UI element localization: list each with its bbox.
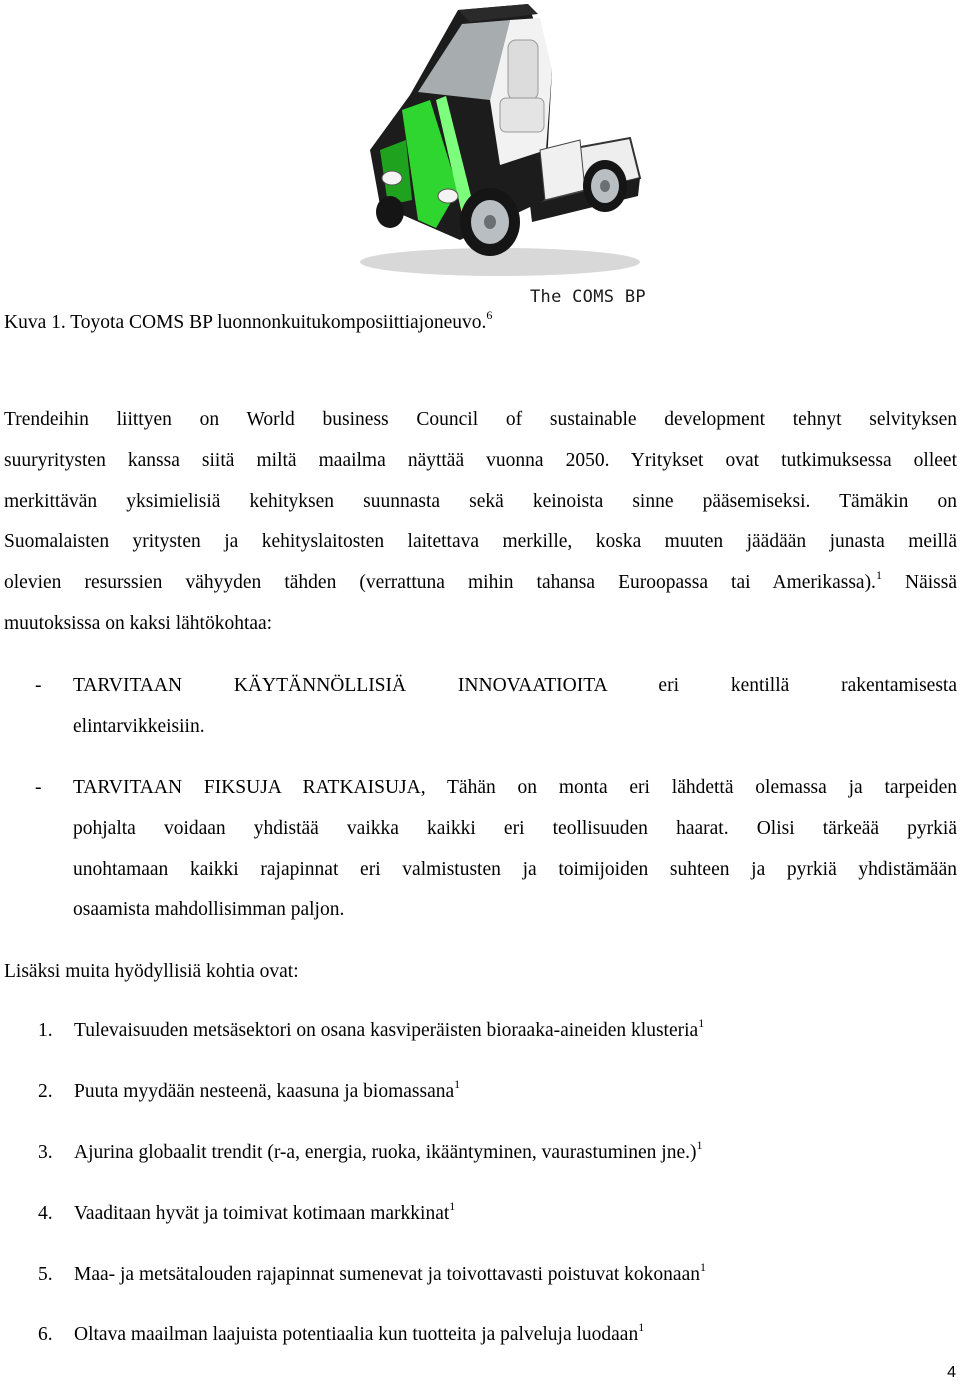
figure-label: The COMS BP (530, 287, 646, 307)
footnote-ref: 1 (449, 1199, 456, 1213)
bullet-line: elintarvikkeisiin. (73, 715, 205, 737)
bullet-line: unohtamaan kaikki rajapinnat eri valmistusten ja toimijoiden suhteen ja pyrkiä yhdistämään (73, 858, 957, 880)
bullet-line: TARVITAAN KÄYTÄNNÖLLISIÄ INNOVAATIOITA eri kentillä rakentamisesta (73, 675, 957, 696)
footnote-ref: 1 (696, 1138, 703, 1152)
bullet-item (35, 768, 957, 931)
paragraph-line: suuryritysten kanssa siitä miltä maailma näyttää vuonna 2050. Yritykset ovat tutkimuksessa olleet (4, 449, 957, 471)
caption-text: Kuva 1. Toyota COMS BP luonnonkuitukomposiittiajoneuvo. (4, 312, 487, 333)
paragraph-line-text: olevien resurssien vähyyden tähden (verrattuna mihin tahansa Euroopassa tai Amerikassa). (4, 572, 876, 594)
bullet-item (35, 666, 957, 748)
bullet-dash: - (35, 675, 42, 696)
paragraph-line: muutoksissa on kaksi lähtökohtaa: (4, 612, 273, 634)
list-text: Tulevaisuuden metsäsektori on osana kasviperäisten bioraaka-aineiden klusteria (74, 1020, 699, 1041)
list-item (38, 1077, 461, 1103)
page-number: 4 (947, 1364, 956, 1381)
list-intro: Lisäksi muita hyödyllisiä kohtia ovat: (4, 961, 299, 982)
footnote-ref: 1 (454, 1077, 461, 1091)
paragraph-line (4, 563, 957, 604)
list-text: Maa- ja metsätalouden rajapinnat sumenevat ja toivottavasti poistuvat kokonaan (74, 1264, 700, 1285)
list-text: Puuta myydään nesteenä, kaasuna ja biomassana (74, 1081, 455, 1102)
paragraph-line: Suomalaisten yritysten ja kehityslaitosten laitettava merkille, koska muuten jäädään junasta meillä (4, 531, 957, 553)
list-number: 5. (38, 1264, 53, 1285)
bullet-line: pohjalta voidaan yhdistää vaikka kaikki eri teollisuuden haarat. Olisi tärkeää pyrkiä (73, 817, 957, 839)
list-item (38, 1320, 645, 1346)
list-text: Oltava maailman laajuista potentiaalia kun tuotteita ja palveluja luodaan (74, 1324, 639, 1345)
footnote-ref: 6 (486, 308, 493, 322)
figure-caption (4, 308, 493, 334)
car-figure (340, 0, 660, 312)
paragraph-line: merkittävän yksimielisiä kehityksen suunnasta sekä keinoista sinne pääsemiseksi. Tämäkin on (4, 490, 957, 512)
paragraph-line-tail: Näissä (905, 572, 957, 594)
footnote-ref: 1 (699, 1260, 706, 1274)
list-number: 2. (38, 1081, 53, 1102)
list-number: 6. (38, 1324, 53, 1345)
footnote-ref: 1 (875, 568, 882, 583)
list-number: 4. (38, 1203, 53, 1224)
list-number: 3. (38, 1142, 53, 1163)
list-number: 1. (38, 1020, 53, 1041)
bullet-dash: - (35, 777, 42, 798)
list-text: Vaaditaan hyvät ja toimivat kotimaan markkinat (74, 1203, 450, 1224)
footnote-ref: 1 (638, 1320, 645, 1334)
list-item (38, 1199, 456, 1225)
paragraph-line: Trendeihin liittyen on World business Council of sustainable development tehnyt selvityksen (4, 409, 957, 430)
list-text: Ajurina globaalit trendit (r-a, energia, ruoka, ikääntyminen, vaurastuminen jne.) (74, 1142, 697, 1163)
toyota-coms-car-image (340, 0, 660, 290)
body-paragraph (4, 400, 957, 645)
list-item (38, 1138, 703, 1164)
bullet-line: osaamista mahdollisimman paljon. (73, 899, 345, 921)
list-item (38, 1016, 705, 1042)
footnote-ref: 1 (698, 1016, 705, 1030)
bullet-line: TARVITAAN FIKSUJA RATKAISUJA, Tähän on monta eri lähdettä olemassa ja tarpeiden (73, 777, 957, 798)
list-item (38, 1260, 706, 1286)
